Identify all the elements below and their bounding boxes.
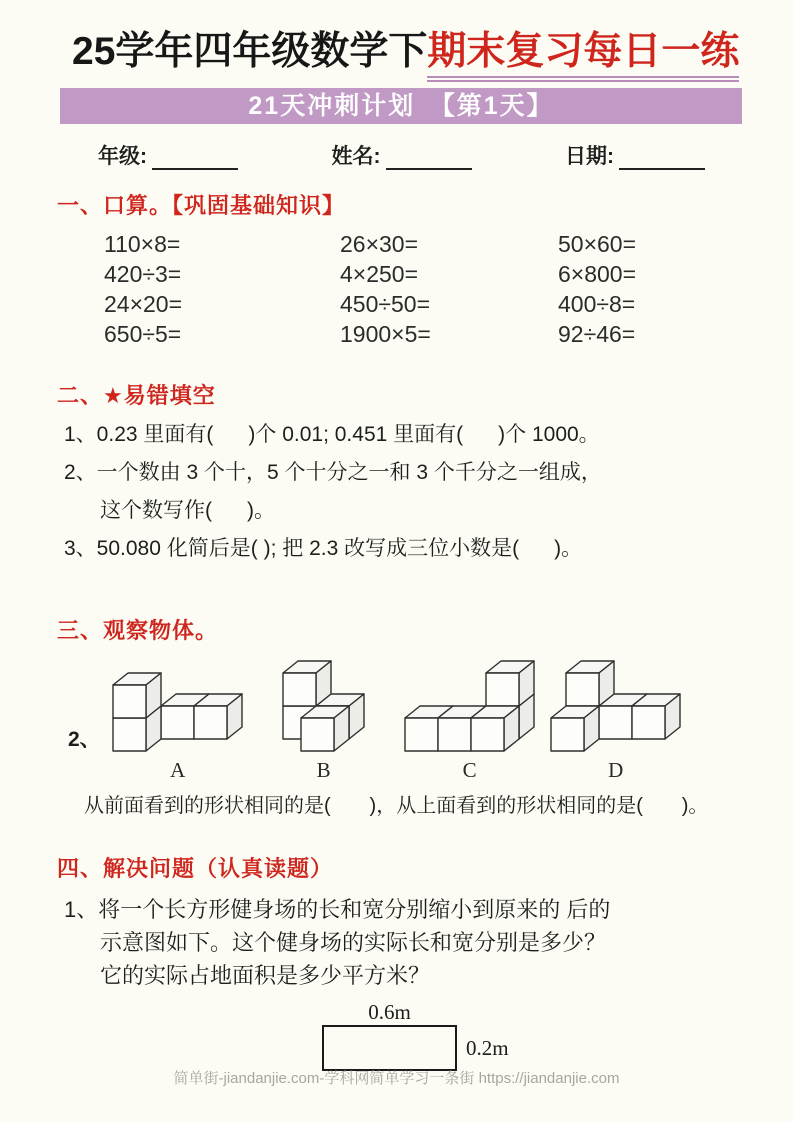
cube-figure-c <box>397 659 543 783</box>
cube-drawing-d <box>549 659 682 753</box>
figure-label-c: C <box>462 757 477 782</box>
figure-label-d: D <box>608 757 624 782</box>
name-label: 姓名: <box>331 144 381 168</box>
observe-question: 从前面看到的形状相同的是( )，从上面看到的形状相同的是( )。 <box>84 794 709 817</box>
solve-line: 1、将一个长方形健身场的长和宽分别缩小到原来的 后的 <box>64 896 611 922</box>
cube-figures-row <box>68 659 793 783</box>
date-label: 日期: <box>565 144 614 168</box>
fill-item-line: 2、一个数由 3 个十，5 个十分之一和 3 个千分之一组成， <box>64 460 602 484</box>
oral-problem: 400÷8= <box>558 290 636 317</box>
oral-problem: 4×250= <box>340 260 419 287</box>
oral-problem: 450÷50= <box>340 290 431 317</box>
figure-label-a: A <box>170 757 186 782</box>
fill-items <box>0 416 793 568</box>
name-field <box>332 140 472 170</box>
grade-label: 年级: <box>98 144 147 168</box>
cube-drawing-b <box>281 659 366 753</box>
cube-drawing-a <box>111 671 244 753</box>
solve-line: 它的实际占地面积是多少平方米？ <box>100 962 431 988</box>
fill-item-line: 这个数写作( )。 <box>100 498 275 522</box>
oral-problem: 6×800= <box>558 260 637 287</box>
solve-problem-text <box>0 893 793 992</box>
grade-blank-line <box>152 145 238 170</box>
figure-label-b: B <box>316 757 331 782</box>
oral-problem: 50×60= <box>558 230 637 257</box>
oral-problem: 24×20= <box>104 290 183 317</box>
section-fill-heading: 二、★易错填空 <box>57 382 216 408</box>
date-blank-line <box>619 145 705 170</box>
title-red-part: 期末复习每日一练 <box>427 30 739 82</box>
grade-field <box>98 140 238 170</box>
rect-height-label: 0.2m <box>466 1035 509 1060</box>
oral-problem: 650÷5= <box>104 320 182 347</box>
oral-problem: 420÷3= <box>104 260 182 287</box>
title-black-part: 25学年四年级数学下 <box>72 30 428 73</box>
footer-credit: 简单街-jiandanjie.com-学科网简单学习一条街 https://jiandanjie.com <box>173 1070 620 1087</box>
date-field <box>565 140 705 170</box>
oral-problem: 1900×5= <box>340 320 431 347</box>
name-blank-line <box>386 145 472 170</box>
cube-drawing-c <box>403 659 536 753</box>
section-oral-heading: 一、口算。【巩固基础知识】 <box>57 192 346 218</box>
rectangle-diagram <box>322 1000 542 1071</box>
page-title <box>72 28 763 76</box>
rectangle-shape <box>322 1025 457 1071</box>
oral-problem: 26×30= <box>340 230 419 257</box>
cube-figure-d <box>543 659 689 783</box>
cube-figure-b <box>251 659 397 783</box>
oral-problem: 110×8= <box>104 230 181 257</box>
rect-width-label: 0.6m <box>368 999 411 1024</box>
oral-problems-grid <box>104 230 793 349</box>
student-info-row <box>98 140 705 170</box>
section-observe-heading: 三、观察物体。 <box>57 617 219 643</box>
fill-item-line: 3、50.080 化简后是( ); 把 2.3 改写成三位小数是( )。 <box>64 536 583 560</box>
section-solve-heading: 四、解决问题（认真读题） <box>57 855 334 881</box>
observe-item-number: 2、 <box>68 727 101 751</box>
cube-figure-a <box>105 671 251 783</box>
solve-line: 示意图如下。这个健身场的实际长和宽分别是多少？ <box>100 929 607 955</box>
oral-problem: 92÷46= <box>558 320 636 347</box>
fill-item-line: 1、0.23 里面有( )个 0.01; 0.451 里面有( )个 1000。 <box>64 422 600 446</box>
day-banner: 21天冲刺计划 【第1天】 <box>60 88 742 124</box>
